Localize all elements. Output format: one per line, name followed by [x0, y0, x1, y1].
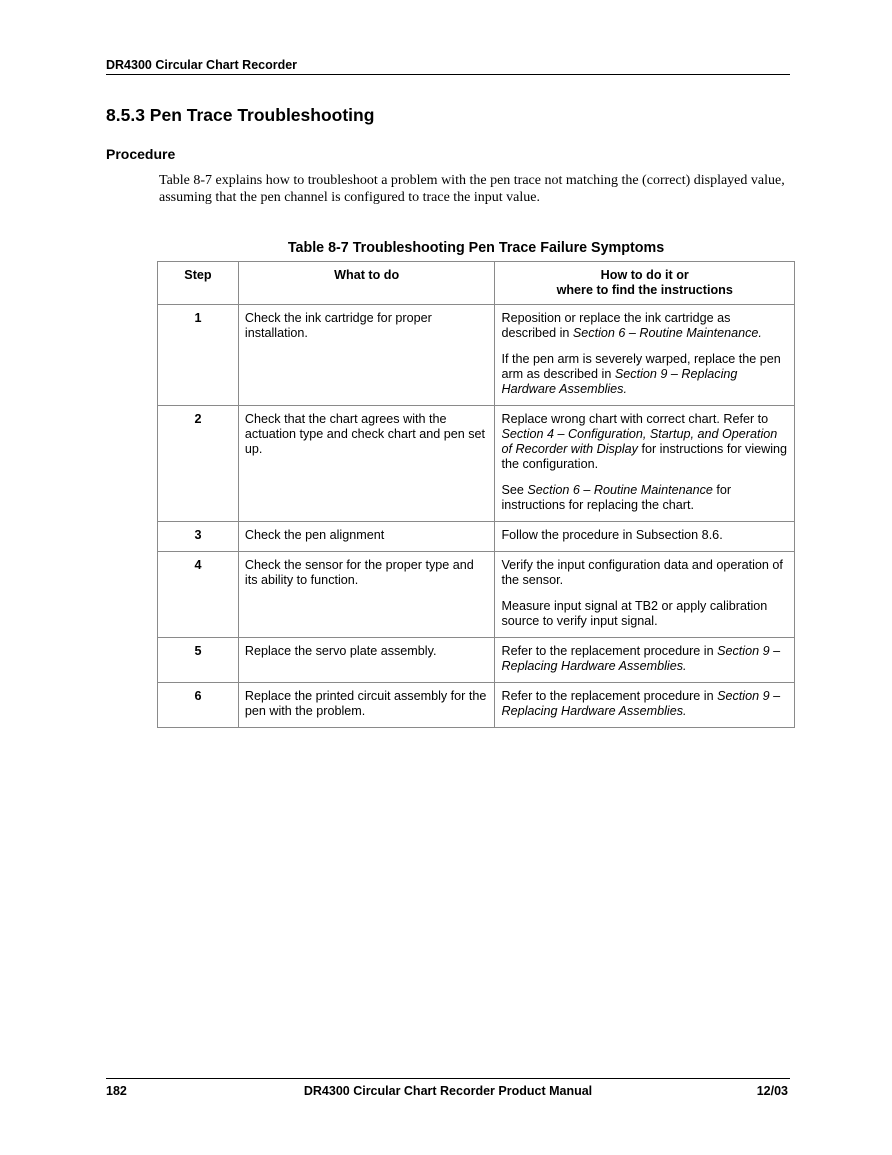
column-header-how-line2: where to find the instructions	[556, 283, 733, 297]
how-text: Follow the procedure in Subsection 8.6.	[501, 528, 723, 542]
how-paragraph	[501, 352, 788, 397]
how-text: Refer to the replacement procedure in	[501, 644, 718, 658]
section-reference: Section 6 – Routine Maintenance.	[572, 326, 762, 340]
what-cell: Check the ink cartridge for proper installation.	[238, 305, 495, 406]
procedure-heading: Procedure	[106, 146, 176, 162]
what-cell: Check that the chart agrees with the actuation type and check chart and pen set up.	[238, 406, 495, 522]
how-paragraph	[501, 599, 788, 629]
footer-manual-title: DR4300 Circular Chart Recorder Product Manual	[303, 1084, 593, 1098]
table-caption: Table 8-7 Troubleshooting Pen Trace Failure Symptoms	[287, 240, 665, 256]
how-paragraph	[501, 528, 788, 543]
how-text: for instructions for viewing the configuration.	[501, 442, 788, 471]
step-cell: 6	[158, 683, 239, 728]
how-text: Verify the input configuration data and operation of the sensor.	[501, 558, 783, 587]
section-reference: Section 9 – Replacing Hardware Assemblies.	[501, 644, 781, 673]
page-footer	[106, 1078, 790, 1098]
page-number: 182	[106, 1084, 127, 1098]
page-header	[106, 58, 790, 75]
table-row	[158, 305, 795, 406]
how-text: for instructions for replacing the chart.	[501, 483, 732, 512]
footer-date: 12/03	[756, 1084, 788, 1098]
step-cell: 2	[158, 406, 239, 522]
how-text: See	[501, 483, 528, 497]
header-title: DR4300 Circular Chart Recorder	[106, 58, 298, 72]
table-row	[158, 638, 795, 683]
how-text: Reposition or replace the ink cartridge as described in	[501, 311, 731, 340]
column-header-what: What to do	[238, 262, 495, 305]
how-cell	[495, 406, 795, 522]
what-cell: Check the sensor for the proper type and its ability to function.	[238, 552, 495, 638]
how-paragraph	[501, 483, 788, 513]
what-cell: Replace the printed circuit assembly for the pen with the problem.	[238, 683, 495, 728]
troubleshooting-table	[157, 261, 795, 728]
how-paragraph	[501, 644, 788, 674]
section-reference: Section 9 – Replacing Hardware Assemblies.	[501, 367, 738, 396]
how-cell	[495, 522, 795, 552]
table-header-row	[158, 262, 795, 305]
step-cell: 1	[158, 305, 239, 406]
section-reference: Section 9 – Replacing Hardware Assemblies.	[501, 689, 781, 718]
step-cell: 4	[158, 552, 239, 638]
section-reference: Section 4 – Configuration, Startup, and Operation of Recorder with Display	[501, 427, 778, 456]
column-header-how	[495, 262, 795, 305]
column-header-step: Step	[158, 262, 239, 305]
how-text: Replace wrong chart with correct chart. Refer to	[501, 412, 769, 426]
step-cell: 5	[158, 638, 239, 683]
how-cell	[495, 552, 795, 638]
table-row	[158, 522, 795, 552]
column-header-how-line1: How to do it or	[600, 268, 689, 282]
table-row	[158, 683, 795, 728]
what-cell: Replace the servo plate assembly.	[238, 638, 495, 683]
how-cell	[495, 638, 795, 683]
step-cell: 3	[158, 522, 239, 552]
procedure-intro: Table 8-7 explains how to troubleshoot a problem with the pen trace not matching the (correct) displayed value, assuming that the pen channel is configured to trace the input value.	[159, 173, 785, 205]
how-paragraph	[501, 311, 788, 341]
how-text: Measure input signal at TB2 or apply calibration source to verify input signal.	[501, 599, 768, 628]
what-cell: Check the pen alignment	[238, 522, 495, 552]
how-text: Refer to the replacement procedure in	[501, 689, 718, 703]
table-row	[158, 552, 795, 638]
how-paragraph	[501, 689, 788, 719]
section-title: 8.5.3 Pen Trace Troubleshooting	[106, 105, 375, 125]
how-cell	[495, 305, 795, 406]
how-cell	[495, 683, 795, 728]
how-paragraph	[501, 412, 788, 472]
table-row	[158, 406, 795, 522]
how-paragraph	[501, 558, 788, 588]
section-reference: Section 6 – Routine Maintenance	[527, 483, 713, 497]
how-text: If the pen arm is severely warped, replace the pen arm as described in	[501, 352, 781, 381]
